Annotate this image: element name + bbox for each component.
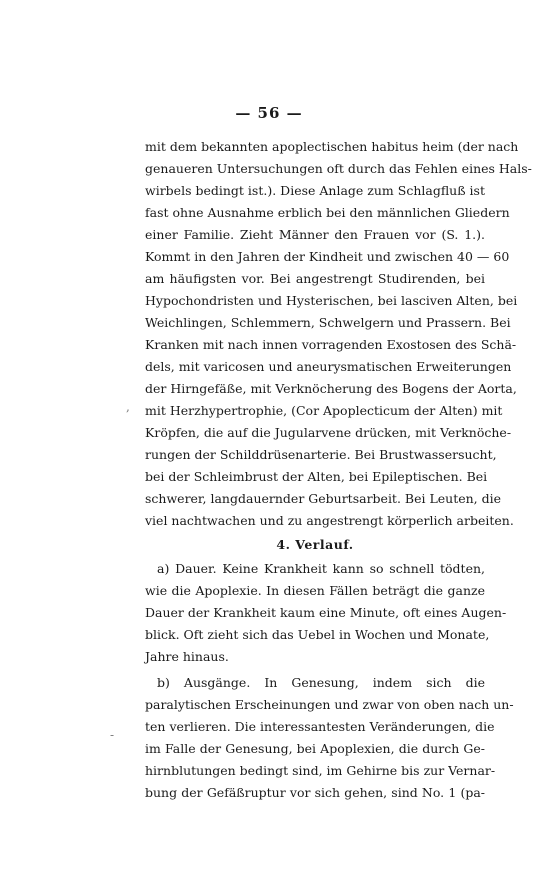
text-line: im Falle der Genesung, bei Apoplexien, die durch Ge- [145, 741, 485, 756]
text-line: Kröpfen, die auf die Jugularvene drücken, mit Verknöche- [145, 425, 512, 440]
text-line: Jahre hinaus. [145, 649, 229, 664]
text-line: blick. Oft zieht sich das Uebel in Wochen und Monate, [145, 627, 490, 642]
text-line: wie die Apoplexie. In diesen Fällen beträgt die ganze [145, 583, 485, 598]
text-line: am häufigsten vor. Bei angestrengt Studirenden, bei [145, 271, 485, 286]
text-line: mit Herzhypertrophie, (Cor Apoplecticum der Alten) mit [145, 403, 503, 418]
text-line: hirnblutungen bedingt sind, im Gehirne bis zur Vernar- [145, 763, 496, 778]
text-line: der Hirngefäße, mit Verknöcherung des Bogens der Aorta, [145, 381, 517, 396]
text-line: bung der Gefäßruptur vor sich gehen, sind No. 1 (pa- [145, 785, 485, 800]
text-line: fast ohne Ausnahme erblich bei den männlichen Gliedern [145, 205, 510, 220]
text-line: dels, mit varicosen und aneurysmatischen Erweiterungen [145, 359, 512, 374]
section-heading: 4. Verlauf. [276, 537, 354, 552]
text-line: schwerer, langdauernder Geburtsarbeit. Bei Leuten, die [145, 491, 502, 506]
margin-mark: - [110, 728, 115, 742]
text-line: genaueren Untersuchungen oft durch das Fehlen eines Hals- [145, 161, 532, 176]
text-line: Kommt in den Jahren der Kindheit und zwischen 40 — 60 [145, 249, 510, 264]
text-line: Kranken mit nach innen vorragenden Exostosen des Schä- [145, 337, 517, 352]
text-line: rungen der Schilddrüsenarterie. Bei Brustwassersucht, [145, 447, 497, 462]
text-line: Weichlingen, Schlemmern, Schwelgern und Prassern. Bei [145, 315, 511, 330]
margin-mark: , [126, 400, 130, 414]
text-line: ten verlieren. Die interessantesten Veränderungen, die [145, 719, 495, 734]
text-line: bei der Schleimbrust der Alten, bei Epileptischen. Bei [145, 469, 488, 484]
text-line: a) Dauer. Keine Krankheit kann so schnell tödten, [157, 561, 485, 576]
text-line: Hypochondristen und Hysterischen, bei lasciven Alten, bei [145, 293, 518, 308]
text-line: mit dem bekannten apoplectischen habitus heim (der nach [145, 139, 519, 154]
text-line: Dauer der Krankheit kaum eine Minute, oft eines Augen- [145, 605, 507, 620]
text-line: wirbels bedingt ist.). Diese Anlage zum Schlagfluß ist [145, 183, 485, 198]
text-line: einer Familie. Zieht Männer den Frauen vor (S. 1.). [145, 227, 485, 242]
text-line: b) Ausgänge. In Genesung, indem sich die [157, 675, 485, 690]
text-line: viel nachtwachen und zu angestrengt körperlich arbeiten. [145, 513, 514, 528]
text-line: paralytischen Erscheinungen und zwar von oben nach un- [145, 697, 514, 712]
page-number: — 56 — [235, 104, 303, 122]
